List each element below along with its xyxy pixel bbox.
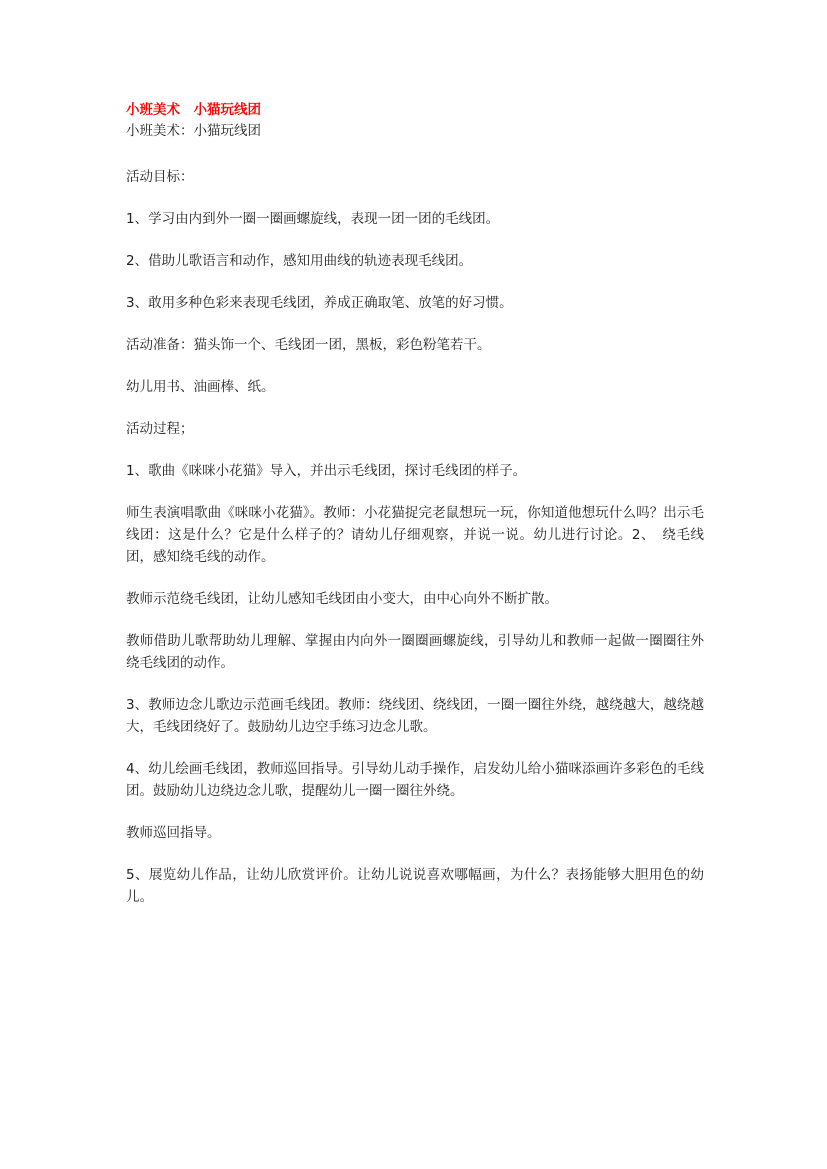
process-paragraph: 教师借助儿歌帮助幼儿理解、掌握由内向外一圈圈画螺旋线，引导幼儿和教师一起做一圈圈往外绕毛线团的动作。 [126,633,704,671]
section-heading-process: 活动过程； [126,421,194,437]
process-step-4: 4、幼儿绘画毛线团，教师巡回指导。引导幼儿动手操作，启发幼儿给小猫咪添画许多彩色的毛线团。鼓励幼儿边绕边念儿歌，提醒幼儿一圈一圈往外绕。 [126,761,704,799]
document-title: 小班美术 小猫玩线团 [126,102,261,118]
goal-item-1: 1、学习由内到外一圈一圈画螺旋线，表现一团一团的毛线团。 [126,211,500,227]
document-subtitle: 小班美术：小猫玩线团 [126,123,261,139]
materials-paragraph: 幼儿用书、油画棒、纸。 [126,379,275,395]
preparation-paragraph: 活动准备：猫头饰一个、毛线团一团，黑板，彩色粉笔若干。 [126,337,491,353]
goal-item-2: 2、借助儿歌语言和动作，感知用曲线的轨迹表现毛线团。 [126,253,473,269]
goal-item-3: 3、敢用多种色彩来表现毛线团，养成正确取笔、放笔的好习惯。 [126,295,513,311]
document-body [126,100,704,928]
section-heading-goals: 活动目标： [126,169,194,185]
process-paragraph: 教师巡回指导。 [126,825,221,841]
process-step-3: 3、教师边念儿歌边示范画毛线团。教师：绕线团、绕线团，一圈一圈往外绕，越绕越大，越绕越大，毛线团绕好了。鼓励幼儿边空手练习边念儿歌。 [126,697,704,735]
process-step-1: 1、歌曲《咪咪小花猫》导入，并出示毛线团，探讨毛线团的样子。 [126,463,527,479]
process-paragraph: 师生表演唱歌曲《咪咪小花猫》。教师：小花猫捉完老鼠想玩一玩，你知道他想玩什么吗？出示毛线团：这是什么？它是什么样子的？请幼儿仔细观察，并说一说。幼儿进行讨论。2、 绕毛线团，感知绕毛线的动作。 [126,505,704,565]
process-step-5: 5、展览幼儿作品，让幼儿欣赏评价。让幼儿说说喜欢哪幅画，为什么？表扬能够大胆用色的幼儿。 [126,867,704,905]
process-paragraph: 教师示范绕毛线团，让幼儿感知毛线团由小变大，由中心向外不断扩散。 [126,591,558,607]
